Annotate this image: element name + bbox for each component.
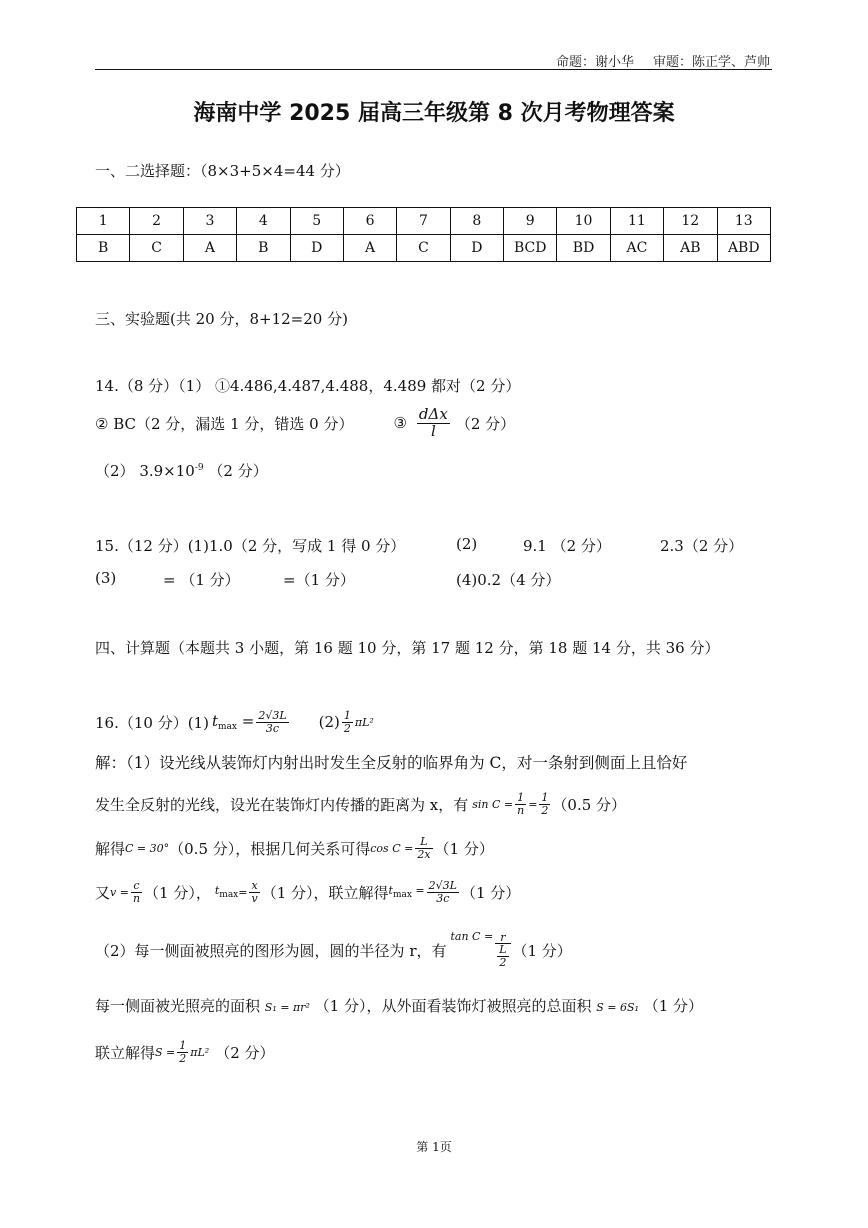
s-expression: S = — [155, 1045, 176, 1059]
table-cell: BCD — [504, 235, 557, 262]
t-max-fraction — [427, 880, 459, 904]
solution-text: （1 分），从外面看装饰灯被照亮的总面积 — [314, 997, 592, 1015]
q15-part3-answer-1: = （1 分） — [163, 571, 240, 589]
half-l-fraction — [495, 944, 510, 968]
q16-solution-line-6 — [95, 995, 703, 1016]
q15-part3-answer-2: =（1 分） — [283, 571, 355, 589]
q14-sub2-score: （2 分） — [208, 462, 268, 480]
area-coefficient-fraction — [342, 710, 353, 734]
solution-text: （2）每一侧面被照亮的图形为圆，圆的半径为 r，有 — [95, 941, 447, 960]
q14-line-1: 14.（8 分）（1） ①4.486,4.487,4.488，4.489 都对（2 分） — [95, 377, 521, 395]
table-cell: AB — [664, 235, 717, 262]
table-cell: 7 — [397, 208, 450, 235]
table-cell: A — [343, 235, 396, 262]
l-over-2x-fraction — [415, 836, 432, 860]
solution-score: （1 分） — [460, 883, 521, 902]
table-cell: 1 — [77, 208, 130, 235]
section-choice-heading: 一、二选择题：（8×3+5×4=44 分） — [95, 162, 350, 180]
fraction-denominator: 2 — [499, 955, 507, 969]
section-experiment-heading: 三、实验题(共 20 分，8+12=20 分) — [95, 310, 348, 328]
table-cell: 12 — [664, 208, 717, 235]
table-cell: C — [130, 235, 183, 262]
fraction-denominator: 3c — [436, 891, 450, 905]
solution-text: 每一侧面被光照亮的面积 — [95, 997, 261, 1015]
q14-sub2-exponent: -9 — [194, 463, 204, 473]
header-divider — [95, 69, 772, 70]
fraction-numerator: 2√3L — [258, 708, 287, 722]
fraction-numerator: 2√3L — [428, 878, 457, 892]
s-total-expression: S = 6S₁ — [596, 1001, 639, 1014]
one-over-n-fraction — [515, 792, 526, 816]
fraction-denominator: 2 — [179, 1051, 187, 1065]
fraction-denominator: n — [517, 803, 525, 817]
table-cell: C — [397, 235, 450, 262]
t-max-symbol: $t_{max}$ = — [388, 884, 425, 900]
s1-expression: S₁ = πr² — [264, 1001, 310, 1014]
table-cell: AC — [610, 235, 663, 262]
q16-solution-line-1: 解：（1）设光线从装饰灯内射出时发生全反射的临界角为 C，对一条射到侧面上且恰好 — [95, 754, 688, 772]
area-expression: πL² — [190, 1045, 210, 1059]
q16-label: 16.（10 分）(1) — [95, 713, 209, 732]
solution-text: （0.5 分），根据几何关系可得 — [169, 839, 371, 858]
solution-text: 发生全反射的光线，设光在装饰灯内传播的距离为 x，有 — [95, 795, 469, 814]
tan-c-expression: tan C = — [450, 930, 494, 943]
q16-solution-line-4 — [95, 870, 520, 914]
area-coefficient-fraction — [177, 1040, 188, 1064]
header-author: 命题：谢小华 — [556, 55, 635, 70]
table-cell: 8 — [450, 208, 503, 235]
page-number: 第 1页 — [416, 1140, 452, 1154]
q15-line-1: 15.（12 分）(1)1.0（2 分，写成 1 得 0 分） — [95, 537, 406, 555]
q16-answer-line — [95, 700, 374, 744]
table-cell: 5 — [290, 208, 343, 235]
q16-solution-line-3 — [95, 828, 494, 868]
x-over-v-fraction — [249, 880, 259, 904]
page-title: 海南中学 2025 届高三年级第 8 次月考物理答案 — [193, 101, 675, 126]
solution-score: （1 分） — [512, 941, 572, 960]
table-cell: ABD — [717, 235, 771, 262]
header-reviewer: 审题：陈正学、芦帅 — [653, 55, 771, 70]
fraction-numerator: L — [499, 943, 507, 957]
solution-score: （1 分） — [643, 997, 704, 1015]
section-calculation-heading: 四、计算题（本题共 3 小题，第 16 题 10 分，第 17 题 12 分，第 18 题 14 分，共 36 分） — [95, 639, 720, 657]
table-cell: 4 — [237, 208, 290, 235]
q16-solution-line-7 — [95, 1032, 275, 1072]
q14-sub2-label: （2） — [95, 462, 135, 480]
table-cell: 6 — [343, 208, 396, 235]
table-cell: 9 — [504, 208, 557, 235]
table-cell: A — [183, 235, 236, 262]
t-max-symbol: $t_{max}$ = — [211, 712, 255, 732]
c-over-n-fraction — [131, 880, 142, 904]
fraction-numerator: L — [415, 836, 432, 849]
fraction-numerator: dΔx — [418, 404, 448, 423]
table-cell: 10 — [557, 208, 610, 235]
fraction-denominator: n — [132, 891, 141, 905]
r-over-half-l-fraction — [495, 932, 510, 969]
answer-row — [77, 235, 771, 262]
table-cell: D — [450, 235, 503, 262]
solution-text: 又 — [95, 883, 111, 902]
solution-score: （1 分）， — [144, 883, 211, 902]
q15-part2-value: 9.1 （2 分） — [523, 537, 611, 555]
fraction-denominator: 2 — [343, 721, 351, 735]
area-expression: πL² — [354, 715, 374, 729]
q14-part2-text: ② BC（2 分，漏选 1 分，错选 0 分） — [95, 414, 354, 433]
equals-sign: = — [238, 885, 248, 899]
table-cell: B — [237, 235, 290, 262]
q16-part2-label: (2) — [318, 713, 340, 731]
table-cell: B — [77, 235, 130, 262]
q15-part2-value-2: 2.3（2 分） — [660, 537, 744, 555]
q14-formula-fraction — [417, 404, 450, 440]
table-cell: 2 — [130, 208, 183, 235]
table-cell: D — [290, 235, 343, 262]
solution-score: （2 分） — [215, 1043, 275, 1062]
table-cell: 3 — [183, 208, 236, 235]
fraction-numerator: r — [495, 932, 510, 945]
fraction-denominator: l — [430, 421, 436, 440]
fraction-numerator: 1 — [179, 1038, 187, 1052]
solution-score: （0.5 分） — [552, 795, 627, 814]
cos-c-expression: cos C = — [370, 841, 414, 855]
solution-score: （1 分） — [434, 839, 494, 858]
angle-c-value: C = 30° — [125, 841, 170, 855]
fraction-numerator: c — [131, 880, 142, 893]
q15-part3-label: (3) — [95, 569, 117, 587]
fraction-numerator: x — [251, 878, 258, 892]
sin-c-expression: sin C = — [472, 797, 514, 811]
table-cell: 13 — [717, 208, 771, 235]
q14-part3-score: （2 分） — [455, 414, 516, 433]
fraction-denominator: 2 — [541, 803, 549, 817]
q16-solution-line-5 — [95, 922, 572, 978]
question-number-row — [77, 208, 771, 235]
fraction-denominator: 3c — [265, 721, 280, 735]
fraction-numerator: 1 — [541, 790, 549, 804]
fraction-denominator: v — [251, 891, 258, 905]
solution-text: 解得 — [95, 839, 126, 858]
v-expression: v = — [110, 885, 129, 899]
t-max-symbol: $t_{max}$ — [214, 884, 239, 900]
solution-text: 联立解得 — [95, 1043, 156, 1062]
q14-line-3 — [95, 460, 268, 481]
one-half-fraction — [539, 792, 550, 816]
q16-solution-line-2: 发生全反射的光线，设光在装饰灯内传播的距离为 x，有 sin C = $\frac{1}{n}$ = $\frac{1}{2}$ （0.5 分） — [95, 790, 627, 817]
solution-text: （1 分），联立解得 — [261, 883, 389, 902]
fraction-numerator: 1 — [343, 708, 351, 722]
t-max-fraction — [256, 710, 288, 734]
q15-part2-label: (2) — [456, 535, 478, 553]
table-cell: BD — [557, 235, 610, 262]
q14-part3-label: ③ — [393, 414, 407, 432]
q14-line-2 — [95, 402, 515, 444]
fraction-numerator: 1 — [515, 792, 526, 805]
fraction-denominator: 2x — [417, 847, 431, 861]
q15-part4: (4)0.2（4 分） — [456, 571, 561, 589]
table-cell: 11 — [610, 208, 663, 235]
q14-sub2-value: 3.9×10 — [139, 462, 195, 480]
choice-answer-table — [76, 207, 771, 262]
